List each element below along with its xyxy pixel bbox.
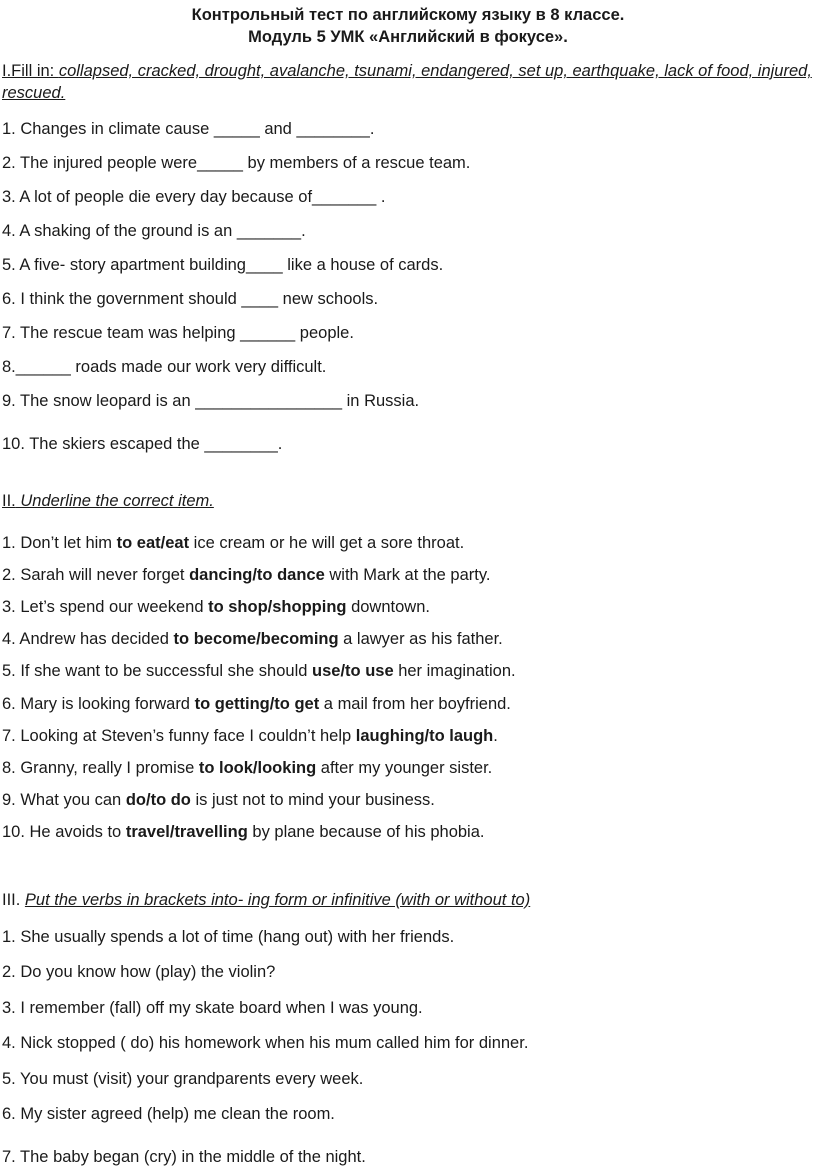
s1-item-2: 2. The injured people were_____ by members of a rescue team. (2, 154, 471, 172)
s2-item-2-text-after: with Mark at the party. (324, 566, 491, 584)
s2-item-4-text-before: 4. Andrew has decided (2, 630, 174, 648)
s2-item-6-text-before: 6. Mary is looking forward (2, 695, 195, 713)
s2-item-7-text-before: 7. Looking at Steven’s funny face I couldn’t help (2, 727, 356, 745)
s2-item-9-choice: do/to do (125, 791, 191, 809)
page-title-line1: Контрольный тест по английскому языку в 8 классе. (191, 6, 625, 24)
s2-item-10-choice: travel/travelling (125, 823, 248, 841)
s1-item-4: 4. A shaking of the ground is an _______. (2, 222, 306, 240)
s2-item-3 (2, 597, 430, 617)
s2-item-7 (2, 726, 498, 746)
s1-item-5: 5. A five- story apartment building____ like a house of cards. (2, 256, 444, 274)
s2-item-9-text-after: is just not to mind your business. (190, 791, 435, 809)
s3-item-5: 5. You must (visit) your grandparents every week. (2, 1070, 364, 1088)
s2-item-5-text-before: 5. If she want to be successful she should (2, 662, 313, 680)
section3-instruction: Put the verbs in brackets into- ing form or infinitive (with or without to) (24, 891, 531, 909)
section3-heading (2, 890, 530, 910)
s2-item-7-choice: laughing/to laugh (355, 727, 494, 745)
s2-item-8-text-before: 8. Granny, really I promise (2, 759, 199, 777)
s1-item-3: 3. A lot of people die every day because of_______ . (2, 188, 386, 206)
s2-item-5-text-after: her imagination. (393, 662, 516, 680)
s2-item-8 (2, 758, 492, 778)
s2-item-9 (2, 790, 435, 810)
s2-item-6-choice: to getting/to get (194, 695, 320, 713)
s1-item-8: 8.______ roads made our work very difficult. (2, 358, 327, 376)
s2-item-4 (2, 629, 503, 649)
section1-label: I.Fill in: (2, 62, 59, 80)
s2-item-9-text-before: 9. What you can (2, 791, 126, 809)
s3-item-2: 2. Do you know how (play) the violin? (2, 963, 276, 981)
section1-heading (2, 60, 812, 104)
s1-item-10: 10. The skiers escaped the ________. (2, 435, 283, 453)
s1-item-6: 6. I think the government should ____ new schools. (2, 290, 379, 308)
section2-instruction: Underline the correct item. (15, 492, 214, 510)
s1-item-1: 1. Changes in climate cause _____ and ________. (2, 120, 375, 138)
s2-item-1-choice: to eat/eat (116, 534, 190, 552)
s2-item-3-choice: to shop/shopping (208, 598, 347, 616)
s3-item-4: 4. Nick stopped ( do) his homework when his mum called him for dinner. (2, 1034, 529, 1052)
s3-item-1: 1. She usually spends a lot of time (hang out) with her friends. (2, 928, 455, 946)
section1-word-bank: collapsed, cracked, drought, avalanche, tsunami, endangered, set up, earthquake, lack of food, injured, rescued. (2, 62, 812, 102)
s2-item-3-text-after: downtown. (346, 598, 430, 616)
s2-item-4-text-after: a lawyer as his father. (338, 630, 503, 648)
s2-item-6-text-after: a mail from her boyfriend. (319, 695, 511, 713)
s2-item-6 (2, 694, 511, 714)
s2-item-2-text-before: 2. Sarah will never forget (2, 566, 190, 584)
s1-item-9: 9. The snow leopard is an ________________ in Russia. (2, 392, 420, 410)
s3-item-3: 3. I remember (fall) off my skate board when I was young. (2, 999, 423, 1017)
s2-item-3-text-before: 3. Let’s spend our weekend (2, 598, 209, 616)
s2-item-1 (2, 533, 464, 553)
s2-item-10 (2, 822, 484, 842)
s2-item-2-choice: dancing/to dance (189, 566, 325, 584)
section2-heading (2, 491, 214, 511)
s2-item-7-text-after: . (493, 727, 498, 745)
s2-item-10-text-after: by plane because of his phobia. (247, 823, 485, 841)
s2-item-5-choice: use/to use (312, 662, 394, 680)
s2-item-2 (2, 565, 490, 585)
s2-item-8-choice: to look/looking (198, 759, 317, 777)
s2-item-10-text-before: 10. He avoids to (2, 823, 126, 841)
s2-item-1-text-before: 1. Don’t let him (2, 534, 117, 552)
s3-item-7: 7. The baby began (cry) in the middle of the night. (2, 1148, 366, 1166)
section2-number: II. (2, 492, 16, 510)
s2-item-1-text-after: ice cream or he will get a sore throat. (189, 534, 465, 552)
s3-item-6: 6. My sister agreed (help) me clean the room. (2, 1105, 335, 1123)
s2-item-8-text-after: after my younger sister. (316, 759, 493, 777)
s1-item-7: 7. The rescue team was helping ______ people. (2, 324, 354, 342)
s2-item-5 (2, 661, 516, 681)
s2-item-4-choice: to become/becoming (173, 630, 339, 648)
page-title-line2: Модуль 5 УМК «Английский в фокусе». (248, 28, 568, 46)
section3-number: III. (2, 891, 25, 909)
